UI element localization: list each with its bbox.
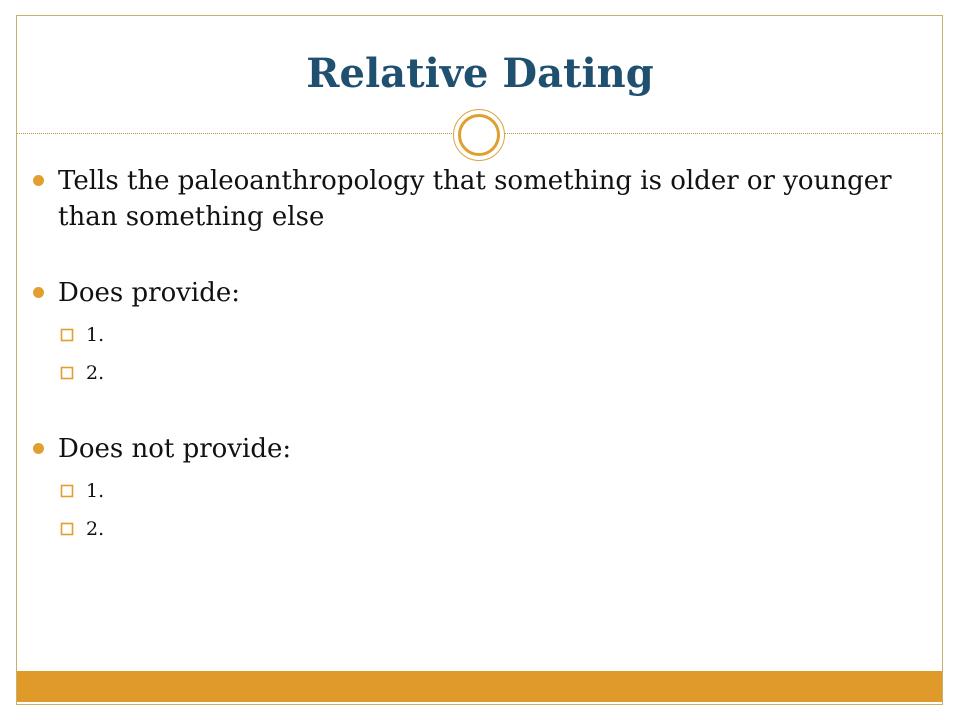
sub-bullet-item xyxy=(30,473,930,509)
sub-bullet-item xyxy=(30,511,930,547)
bullet-dot-icon xyxy=(33,287,44,298)
bullet-item xyxy=(30,431,930,467)
bullet-text: Does provide: xyxy=(58,278,241,308)
footer-bar xyxy=(17,671,942,702)
sub-bullet-text: 2. xyxy=(86,518,105,540)
hollow-square-bullet-icon xyxy=(57,473,77,509)
sub-bullet-item xyxy=(30,317,930,353)
slide-body xyxy=(30,163,930,547)
divider-ring-ornament xyxy=(453,109,505,161)
bullet-dot-icon xyxy=(33,443,44,454)
hollow-square-bullet-icon xyxy=(57,511,77,547)
sub-bullet-text: 2. xyxy=(86,362,105,384)
bullet-dot-icon xyxy=(33,175,44,186)
hollow-square-bullet-icon xyxy=(57,317,77,353)
hollow-square-bullet-icon xyxy=(57,355,77,391)
sub-bullet-item xyxy=(30,355,930,391)
bullet-text: Does not provide: xyxy=(58,434,292,464)
bullet-text: Tells the paleoanthropology that something is older or younger than something else xyxy=(58,166,892,232)
bullet-item xyxy=(30,163,930,235)
sub-bullet-text: 1. xyxy=(86,480,105,502)
bullet-item xyxy=(30,275,930,311)
sub-bullet-text: 1. xyxy=(86,324,105,346)
slide-title: Relative Dating xyxy=(306,50,654,97)
